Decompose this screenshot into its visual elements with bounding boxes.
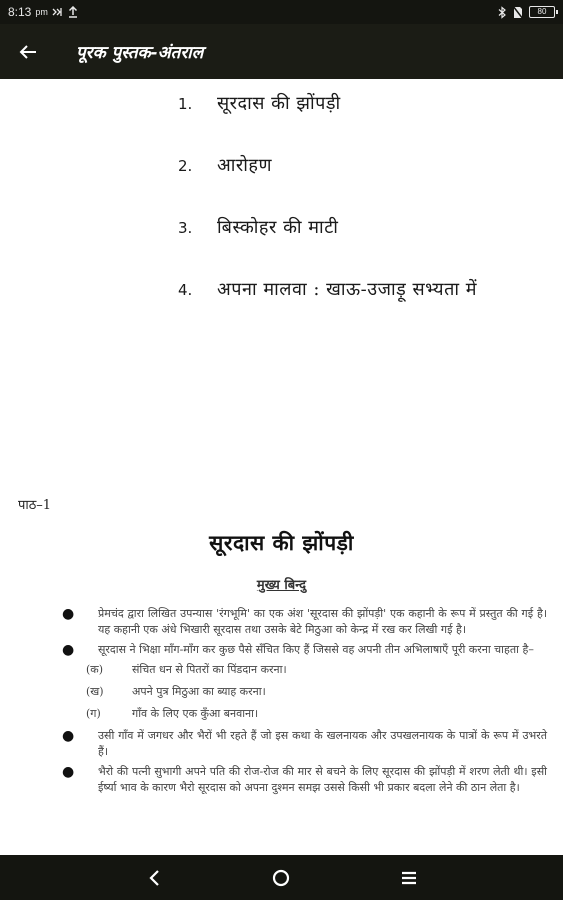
menu-lines-icon [400, 870, 418, 886]
arrow-back-icon [19, 44, 37, 60]
bullet-text: उसी गाँव में जगधर और भैरों भी रहते हैं जो इस कथा के खलनायक और उपखलनायक के पात्रों के रूप में उभरते हैं। [98, 729, 547, 758]
toc-item [178, 91, 477, 153]
bullet-item [62, 606, 547, 638]
nav-recents-button[interactable] [389, 858, 429, 898]
app-bar [0, 24, 563, 79]
circle-home-icon [272, 869, 290, 887]
bullet-item [62, 728, 547, 760]
status-time: 8:13 [8, 5, 32, 19]
bullet-text: भैरो की पत्नी सुभागी अपने पति की रोज-रोज की मार से बचने के लिए सूरदास की झोंपड़ी में शरण लेती थी। इसी ईर्ष्या भाव के कारण भैरो सूरदास को अपना दुश्मन समझ उससे किसी भी प्रकार बदला लेने की ठान लेता है। [98, 765, 547, 794]
lesson-title: सूरदास की झोंपड़ी [209, 530, 354, 555]
sub-item [86, 662, 547, 678]
bullet-text: प्रेमचंद द्वारा लिखित उपन्यास 'रंगभूमि' का एक अंश 'सूरदास की झोंपड़ी' एक कहानी के रूप में प्रस्तुत की गई है। यह कहानी एक अंधे भिखारी सूरदास तथा उसके बेटे मिठुआ को केन्द्र में रख कर लिखी गई है। [98, 607, 547, 636]
bullet-dot-icon: ● [62, 642, 75, 658]
bullet-list [62, 606, 547, 800]
sub-item [86, 684, 547, 700]
status-ampm: pm [35, 7, 48, 17]
sub-item [86, 706, 547, 722]
toc-item [178, 277, 477, 339]
chevron-left-icon [148, 869, 160, 887]
bullet-item [62, 764, 547, 796]
sub-item-text: गाँव के लिए एक कुँआ बनवाना। [132, 707, 259, 720]
toc-number: 4. [178, 281, 193, 299]
upload-icon [68, 6, 78, 18]
section-title: मुख्य बिन्दु [256, 578, 307, 593]
nav-back-button[interactable] [134, 858, 174, 898]
table-of-contents [178, 91, 477, 339]
toc-item [178, 153, 477, 215]
sub-item-mark: (क) [86, 663, 104, 676]
sub-item-mark: (ग) [86, 707, 101, 720]
toc-text: सूरदास की झोंपड़ी [217, 93, 341, 114]
battery-icon: 80 [529, 6, 555, 18]
navigation-bar [0, 855, 563, 900]
toc-number: 2. [178, 157, 193, 175]
bluetooth-icon [498, 6, 507, 19]
bullet-dot-icon: ● [62, 764, 75, 780]
bullet-dot-icon: ● [62, 606, 75, 622]
toc-text: अपना मालवा : खाऊ-उजाड़ू सभ्यता में [217, 279, 477, 300]
bullet-text: सूरदास ने भिक्षा माँग-माँग कर कुछ पैसे सँचित किए हैं जिससे वह अपनी तीन अभिलाषाएँ पूरी करना चाहता है– [98, 643, 534, 656]
sub-item-text: अपने पुत्र मिठुआ का ब्याह करना। [132, 685, 266, 698]
back-button[interactable] [0, 24, 56, 79]
toc-text: बिस्कोहर की माटी [217, 217, 339, 238]
toc-number: 1. [178, 95, 193, 113]
toc-text: आरोहण [217, 155, 272, 176]
document-page[interactable] [0, 79, 563, 855]
nav-home-button[interactable] [261, 858, 301, 898]
call-forward-icon [52, 7, 64, 17]
bullet-item [62, 642, 547, 658]
no-sim-icon [513, 6, 523, 19]
status-bar [0, 0, 563, 24]
toc-number: 3. [178, 219, 193, 237]
app-title: पूरक पुस्तक-अंतराल [76, 43, 204, 63]
status-left [8, 5, 78, 19]
status-right [498, 6, 555, 19]
lesson-label: पाठ–1 [18, 498, 52, 513]
bullet-dot-icon: ● [62, 728, 75, 744]
sub-item-mark: (ख) [86, 685, 104, 698]
toc-item [178, 215, 477, 277]
sub-item-text: संचित धन से पितरों का पिंडदान करना। [132, 663, 287, 676]
